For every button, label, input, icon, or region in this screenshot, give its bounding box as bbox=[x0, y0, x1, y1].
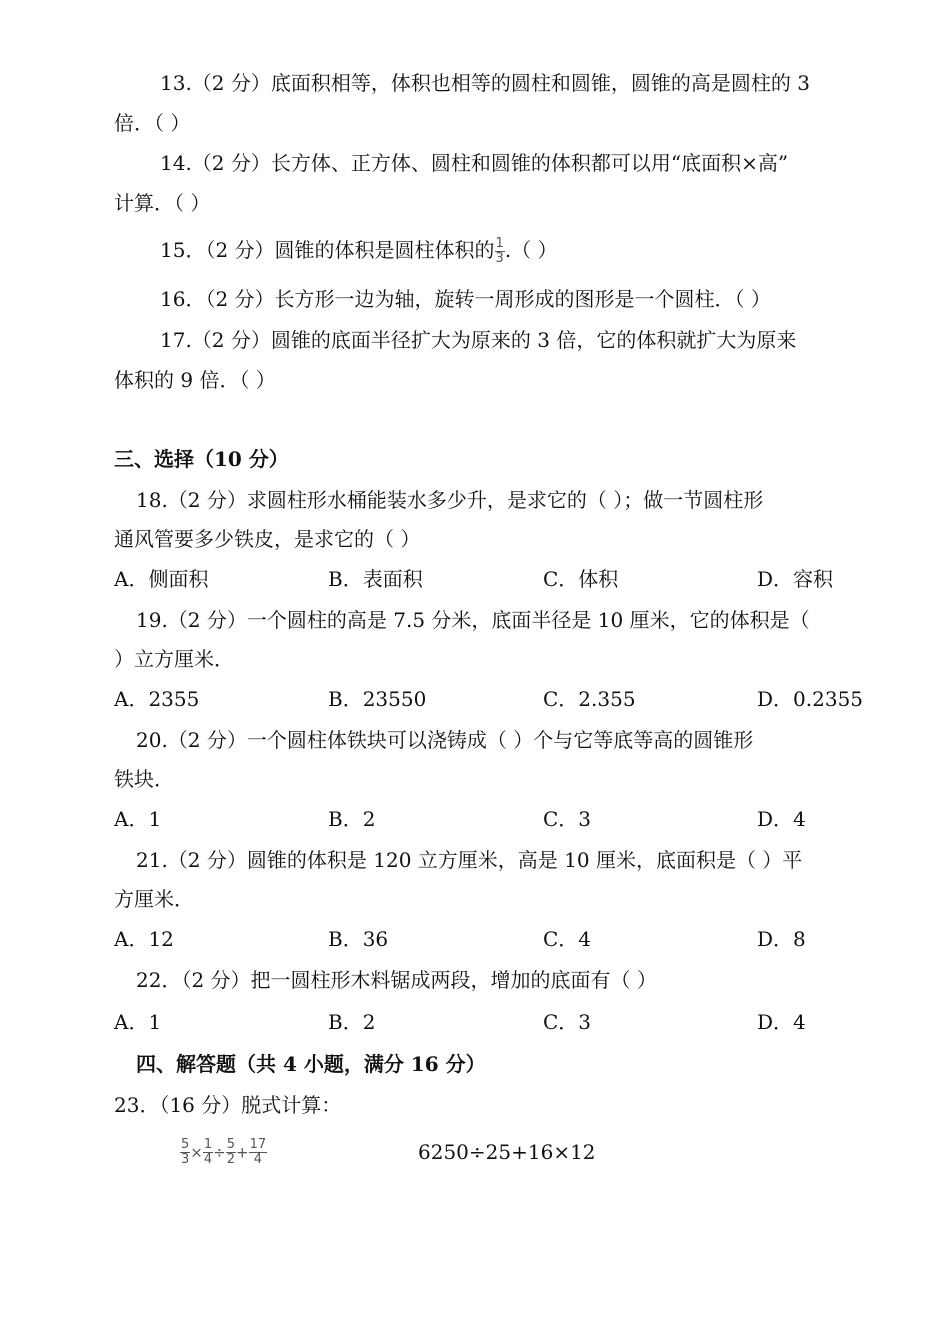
expr1-f4-den: 4 bbox=[253, 1152, 262, 1167]
q23-expression-2: 6250÷25+16×12 bbox=[418, 1140, 596, 1164]
q21-option-c: C．4 bbox=[543, 927, 592, 951]
q16-line1: 16．（2 分）长方形一边为轴，旋转一周形成的图形是一个圆柱．（ ） bbox=[160, 287, 771, 311]
q14-line2: 计算．（ ） bbox=[114, 191, 211, 215]
q20-option-b: B．2 bbox=[328, 807, 376, 831]
q22-option-a: A．1 bbox=[114, 1010, 162, 1034]
q15-suffix: .（ ） bbox=[504, 238, 558, 262]
expr1-f2-den: 4 bbox=[203, 1152, 213, 1167]
q13-line2: 倍．（ ） bbox=[114, 111, 191, 135]
q21-option-a: A．12 bbox=[114, 927, 174, 951]
q19-option-d: D．0.2355 bbox=[757, 687, 864, 711]
q20-option-c: C．3 bbox=[543, 807, 592, 831]
q22-option-d: D．4 bbox=[757, 1010, 806, 1034]
expr1-op3: + bbox=[236, 1143, 249, 1162]
q18-option-a: A．侧面积 bbox=[114, 567, 209, 591]
q21-option-d: D．8 bbox=[757, 927, 806, 951]
q17-line2: 体积的 9 倍．（ ） bbox=[114, 368, 276, 392]
section4-title: 四、解答题（共 4 小题，满分 16 分） bbox=[136, 1052, 486, 1076]
q13-line1: 13.（2 分）底面积相等，体积也相等的圆柱和圆锥，圆锥的高是圆柱的 3 bbox=[160, 71, 810, 95]
q15-fraction bbox=[495, 237, 505, 266]
q20-option-d: D．4 bbox=[757, 807, 806, 831]
q18-option-b: B．表面积 bbox=[328, 567, 423, 591]
q15-line bbox=[160, 236, 558, 266]
q18-line1: 18.（2 分）求圆柱形水桶能装水多少升，是求它的（ ）；做一节圆柱形 bbox=[136, 488, 764, 512]
q23-line1: 23．（16 分）脱式计算： bbox=[114, 1093, 342, 1117]
q15-prefix: 15．（2 分）圆锥的体积是圆柱体积的 bbox=[160, 238, 495, 262]
expr1-f3-den: 2 bbox=[226, 1152, 235, 1167]
expr1-fraction-4 bbox=[249, 1138, 268, 1167]
q19-option-a: A．2355 bbox=[114, 687, 200, 711]
q17-line1: 17.（2 分）圆锥的底面半径扩大为原来的 3 倍，它的体积就扩大为原来 bbox=[160, 328, 797, 352]
expr1-f1-den: 3 bbox=[181, 1152, 190, 1167]
q23-expression-1 bbox=[180, 1137, 267, 1167]
q15-frac-den: 3 bbox=[495, 251, 504, 266]
expr1-fraction-2 bbox=[203, 1138, 213, 1167]
q22-line1: 22．（2 分）把一圆柱形木料锯成两段，增加的底面有（ ） bbox=[136, 968, 657, 992]
q21-line2: 方厘米． bbox=[114, 887, 194, 911]
q21-line1: 21.（2 分）圆锥的体积是 120 立方厘米，高是 10 厘米，底面积是（ ）平 bbox=[136, 848, 803, 872]
q22-option-c: C．3 bbox=[543, 1010, 592, 1034]
q20-option-a: A．1 bbox=[114, 807, 162, 831]
expr1-op1: × bbox=[190, 1143, 203, 1162]
expr1-op2: ÷ bbox=[213, 1143, 226, 1162]
q19-line1: 19.（2 分）一个圆柱的高是 7.5 分米，底面半径是 10 厘米，它的体积是（ bbox=[136, 608, 810, 632]
q18-option-d: D．容积 bbox=[757, 567, 834, 591]
expr1-fraction-1 bbox=[180, 1138, 190, 1167]
expr1-f3-num: 5 bbox=[226, 1137, 235, 1152]
q22-option-b: B．2 bbox=[328, 1010, 376, 1034]
q19-option-b: B．23550 bbox=[328, 687, 427, 711]
q18-line2: 通风管要多少铁皮，是求它的（ ） bbox=[114, 527, 421, 551]
q15-frac-num: 1 bbox=[495, 236, 504, 251]
q18-option-c: C．体积 bbox=[543, 567, 619, 591]
expr1-fraction-3 bbox=[226, 1138, 236, 1167]
q20-line1: 20.（2 分）一个圆柱体铁块可以浇铸成（ ）个与它等底等高的圆锥形 bbox=[136, 728, 754, 752]
expr1-f4-num: 17 bbox=[249, 1137, 267, 1152]
q19-line2: ）立方厘米． bbox=[114, 647, 234, 671]
section3-title: 三、选择（10 分） bbox=[114, 447, 289, 471]
q19-option-c: C．2.355 bbox=[543, 687, 636, 711]
expr1-f1-num: 5 bbox=[181, 1137, 190, 1152]
q21-option-b: B．36 bbox=[328, 927, 389, 951]
expr1-f2-num: 1 bbox=[203, 1137, 213, 1152]
q14-line1: 14.（2 分）长方体、正方体、圆柱和圆锥的体积都可以用“底面积×高” bbox=[160, 151, 789, 175]
q20-line2: 铁块． bbox=[114, 767, 174, 791]
